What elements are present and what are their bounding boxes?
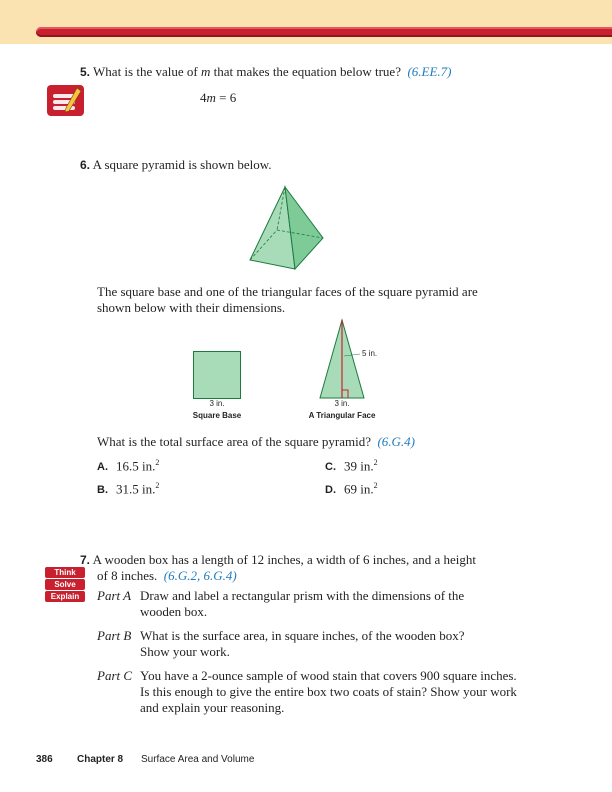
description-line-1: The square base and one of the triangular faces of the square pyramid are <box>97 284 478 299</box>
part-label: Part A <box>97 588 132 603</box>
badge-solve: Solve <box>45 579 85 590</box>
square-base-shape <box>193 351 241 399</box>
question-line-2: of 8 inches. <box>97 568 158 583</box>
pyramid-description <box>97 284 478 316</box>
question-text: What is the total surface area of the square pyramid? <box>97 434 371 449</box>
equation <box>200 90 236 106</box>
part-line: Show your work. <box>140 644 230 659</box>
part-a <box>97 588 464 620</box>
part-b <box>97 628 465 660</box>
standard-code: (6.G.4) <box>377 434 416 449</box>
part-c <box>97 668 517 716</box>
standard-code: (6.G.2, 6.G.4) <box>163 568 237 583</box>
part-line: and explain your reasoning. <box>140 700 285 715</box>
triangular-face-figure <box>316 318 368 400</box>
part-line: Is this enough to give the entire box two coats of stain? Show your work <box>140 684 517 699</box>
option-letter: D. <box>325 484 336 497</box>
chapter-label: Chapter 8 <box>77 754 124 765</box>
option-exponent: 2 <box>373 481 378 490</box>
variable: m <box>200 64 211 79</box>
equation-coefficient: 4 <box>200 90 207 105</box>
think-solve-explain-badge <box>45 567 85 603</box>
option-letter: C. <box>325 461 336 474</box>
question-5 <box>80 64 452 80</box>
part-label: Part C <box>97 668 133 683</box>
question-6 <box>80 157 272 173</box>
option-exponent: 2 <box>155 458 160 467</box>
face-base-dimension: 3 in. <box>334 399 350 408</box>
surface-area-question <box>97 434 415 450</box>
chapter-title: Surface Area and Volume <box>141 754 255 765</box>
part-label: Part B <box>97 628 132 643</box>
header-bar <box>36 27 612 37</box>
pyramid-figure <box>245 185 327 273</box>
option-value: 69 in. <box>344 481 374 497</box>
option-a[interactable] <box>97 458 159 474</box>
base-dimension: 3 in. <box>209 399 225 408</box>
question-number: 7. <box>80 553 91 567</box>
badge-explain: Explain <box>45 591 85 602</box>
option-value: 31.5 in. <box>116 481 156 497</box>
part-line: wooden box. <box>140 604 208 619</box>
option-d[interactable] <box>325 481 378 497</box>
equation-variable: m <box>206 90 216 105</box>
option-letter: A. <box>97 461 108 474</box>
triangular-face-caption: A Triangular Face <box>308 411 376 420</box>
question-text: What is the value of <box>93 64 198 79</box>
part-line: What is the surface area, in square inches, of the wooden box? <box>140 628 465 643</box>
option-b[interactable] <box>97 481 159 497</box>
page-number: 386 <box>36 754 53 765</box>
option-exponent: 2 <box>373 458 378 467</box>
question-7 <box>80 552 476 584</box>
description-line-2: shown below with their dimensions. <box>97 300 286 315</box>
question-text: A square pyramid is shown below. <box>92 157 272 172</box>
calculator-icon <box>47 85 84 116</box>
option-c[interactable] <box>325 458 378 474</box>
question-line-1: A wooden box has a length of 12 inches, a width of 6 inches, and a height <box>92 552 476 567</box>
part-line: You have a 2-ounce sample of wood stain that covers 900 square inches. <box>140 668 517 683</box>
question-number: 6. <box>80 158 91 172</box>
question-number: 5. <box>80 65 91 79</box>
option-exponent: 2 <box>155 481 160 490</box>
badge-think: Think <box>45 567 85 578</box>
part-line: Draw and label a rectangular prism with the dimensions of the <box>140 588 465 603</box>
face-height-dimension: 5 in. <box>362 349 378 358</box>
equation-rest: = 6 <box>215 90 237 105</box>
standard-code: (6.EE.7) <box>407 64 452 79</box>
option-value: 16.5 in. <box>116 458 156 474</box>
question-text-2: that makes the equation below true? <box>213 64 401 79</box>
option-letter: B. <box>97 484 108 497</box>
square-base-caption: Square Base <box>192 411 242 420</box>
header-band <box>0 0 612 44</box>
option-value: 39 in. <box>344 458 374 474</box>
